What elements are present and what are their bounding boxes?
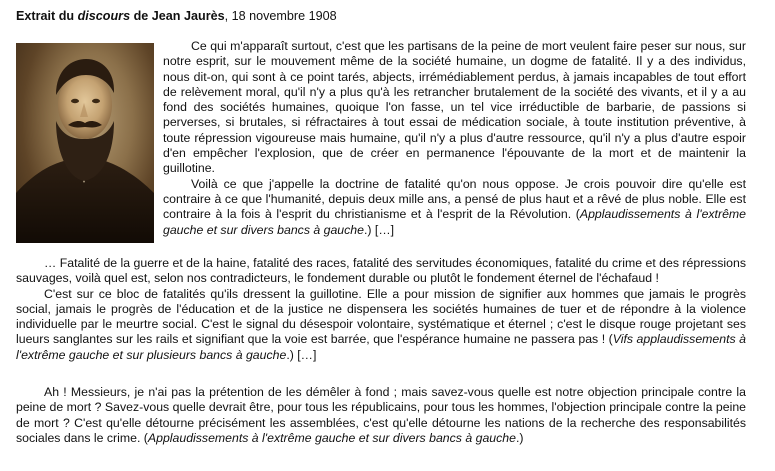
applause-note: Applaudissements à l'extrême gauche et sur divers bancs à gauche bbox=[147, 430, 516, 445]
heading-author: de Jean Jaurès bbox=[130, 9, 225, 23]
paragraph-text: Voilà ce que j'appelle la doctrine de fatalité qu'on nous oppose. Je crois pouvoir dire qu'elle est contraire à ce que l'humanité, depuis deux mille ans, a pensé de plus haut et a rêvé de plus noble. Elle est contraire à la fois à l'esprit du christianisme et à l'esprit de la Révolution. ( bbox=[163, 176, 746, 222]
applause-note: Applaudissements à l'extrême gauche et sur divers bancs à gauche bbox=[163, 207, 746, 237]
paragraph-block-3 bbox=[16, 385, 746, 446]
heading-date: , 18 novembre 1908 bbox=[224, 9, 337, 23]
applause-note: Vifs applaudissements à l'extrême gauche et sur plusieurs bancs à gauche bbox=[16, 332, 746, 362]
heading-prefix: Extrait du bbox=[16, 9, 78, 23]
paragraph-objection-principale bbox=[16, 385, 746, 446]
paragraph-block-2 bbox=[16, 256, 746, 363]
paragraph-bloc-fatalites bbox=[16, 287, 746, 363]
paragraph-fatalite-dogme: Ce qui m'apparaît surtout, c'est que les partisans de la peine de mort veulent faire peser sur nous, sur notre esprit, sur le mouvement même de la société humaine, un dogme de fatalité. Il y a des individus, nous dit-on, qui sont à ce point tarés, abjects, irrémédiablement perdus, à jamais incapables de tout effort de relèvement moral, qu'il n'y a plus qu'à les retrancher brutalement de la société des vivants, et il y a au fond des sociétés humaines, quoique l'on fasse, un tel vice irréductible de barbarie, de passions si perverses, si brutales, si réfractaires à tout essai de médication sociale, à toute institution préventive, à toute répression vigoureuse mais humaine, qu'il n'y a plus d'autre ressource, qu'il n'y a plus d'autre espoir d'en empêcher l'explosion, que de créer en permanence l'épouvante de la mort et de maintenir la guillotine. bbox=[163, 39, 746, 176]
paragraph-tail: .) […] bbox=[363, 222, 395, 237]
paragraph-tail: .) […] bbox=[286, 347, 317, 362]
document-heading bbox=[16, 9, 337, 23]
portrait-photo bbox=[16, 43, 154, 243]
paragraph-fatalite-guerre: … Fatalité de la guerre et de la haine, fatalité des races, fatalité des servitudes économiques, fatalité du crime et des répressions sauvages, voilà quel est, selon nos contradicteurs, le fondement durable ou plutôt le fondement éternel de l'échafaud ! bbox=[16, 256, 746, 286]
heading-italic: discours bbox=[77, 9, 131, 23]
paragraph-block-1 bbox=[163, 39, 746, 238]
paragraph-text: Ah ! Messieurs, je n'ai pas la prétention de les démêler à fond ; mais savez-vous quelle est notre objection principale contre la peine de mort ? Savez-vous quelle devrait être, pour tous les républicains, pour tous les hommes, l'objection principale contre la peine de mort ? C'est qu'elle détourne précisément les assemblées, c'est qu'elle détourne les nations de la recherche des responsabilités sociales dans le crime. ( bbox=[16, 385, 746, 445]
paragraph-doctrine-fatalite bbox=[163, 177, 746, 238]
paragraph-tail: .) bbox=[515, 430, 524, 445]
paragraph-text: C'est sur ce bloc de fatalités qu'ils dressent la guillotine. Elle a pour mission de signifier aux hommes que jamais le progrès social, jamais le progrès de l'éducation et de la justice ne dispensera les sociétés humaines de tuer et de répondre à la violence individuelle par le meurtre social. C'est le signal du désespoir volontaire, systématique et éternel ; c'est le disque rouge projetant ses lueurs sanglantes sur les rails et signifiant que la voie est barrée, que l'espérance humaine ne passera pas ! ( bbox=[16, 286, 746, 347]
portrait-image bbox=[16, 43, 154, 243]
